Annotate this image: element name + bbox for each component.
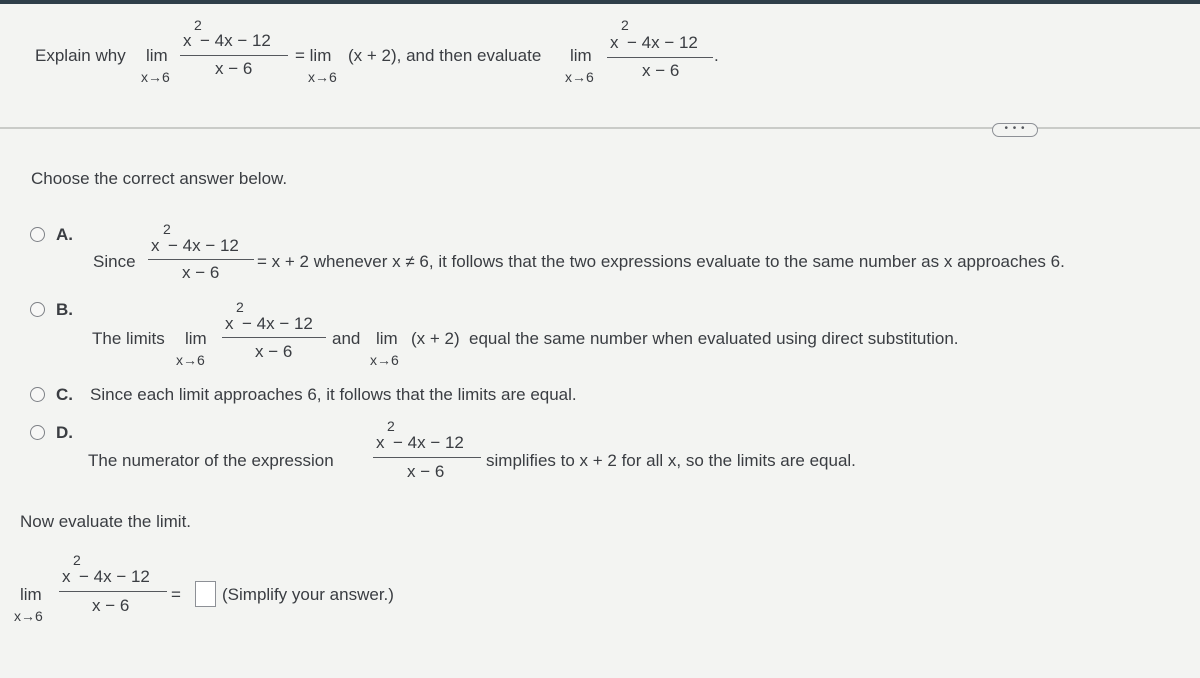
eval-den: x − 6	[92, 596, 130, 615]
option-d-letter: D.	[56, 423, 73, 442]
option-c-text: Since each limit approaches 6, it follows that the limits are equal.	[90, 385, 577, 404]
equals-lim: = lim	[295, 46, 332, 65]
option-a-num: − 4x − 12	[168, 236, 239, 255]
rhs-expr: (x + 2), and then evaluate	[348, 46, 542, 65]
option-b-lim-2: lim	[376, 329, 398, 348]
lim-2-sub: x→6	[308, 69, 337, 85]
option-b-bar	[222, 337, 326, 338]
option-b-sub-2: x→6	[370, 352, 399, 368]
frac-1-bar	[180, 55, 288, 56]
option-b-letter: B.	[56, 300, 73, 319]
option-b-and: and	[332, 329, 361, 348]
frac-2-num: − 4x − 12	[627, 33, 698, 52]
option-d-text: simplifies to x + 2 for all x, so the limits are equal.	[486, 451, 856, 470]
lim-1: lim	[146, 46, 168, 65]
option-b-exp: 2	[236, 299, 244, 315]
lim-1-sub: x→6	[141, 69, 170, 85]
radio-d[interactable]	[30, 425, 45, 440]
question-prefix: Explain why	[35, 46, 126, 65]
frac-2-den: x − 6	[642, 61, 680, 80]
answer-input[interactable]	[195, 581, 216, 607]
option-b-prefix: The limits	[92, 329, 165, 348]
option-b-lim-1: lim	[185, 329, 207, 348]
radio-c[interactable]	[30, 387, 45, 402]
option-d-exp: 2	[387, 418, 395, 434]
option-d-x: x	[376, 433, 385, 452]
option-b-den: x − 6	[255, 342, 293, 361]
option-b-sub-1: x→6	[176, 352, 205, 368]
option-b-text: equal the same number when evaluated using direct substitution.	[469, 329, 959, 348]
option-a-since: Since	[93, 252, 136, 271]
eval-x: x	[62, 567, 71, 586]
option-a-den: x − 6	[182, 263, 220, 282]
frac-1-exp: 2	[194, 17, 202, 33]
instruction: Choose the correct answer below.	[31, 169, 288, 188]
radio-b[interactable]	[30, 302, 45, 317]
option-d-num: − 4x − 12	[393, 433, 464, 452]
frac-2-x: x	[610, 33, 619, 52]
option-c-letter: C.	[56, 385, 73, 404]
option-a-letter: A.	[56, 225, 73, 244]
eval-sub: x→6	[14, 608, 43, 624]
top-bar	[0, 0, 1200, 4]
lim-3: lim	[570, 46, 592, 65]
option-d-bar	[373, 457, 481, 458]
eval-equals: =	[171, 585, 181, 604]
question-period: .	[714, 46, 719, 65]
frac-1-x: x	[183, 31, 192, 50]
evaluate-instruction: Now evaluate the limit.	[20, 512, 192, 531]
option-a-text: = x + 2 whenever x ≠ 6, it follows that the two expressions evaluate to the same number as x approaches 6.	[257, 252, 1065, 271]
frac-2-exp: 2	[621, 17, 629, 33]
frac-1-den: x − 6	[215, 59, 253, 78]
option-a-exp: 2	[163, 221, 171, 237]
eval-bar	[59, 591, 167, 592]
eval-num: − 4x − 12	[79, 567, 150, 586]
option-d-prefix: The numerator of the expression	[88, 451, 334, 470]
simplify-hint: (Simplify your answer.)	[222, 585, 394, 604]
radio-a[interactable]	[30, 227, 45, 242]
option-b-x: x	[225, 314, 234, 333]
option-a-bar	[148, 259, 254, 260]
option-b-expr: (x + 2)	[411, 329, 460, 348]
lim-3-sub: x→6	[565, 69, 594, 85]
option-b-num: − 4x − 12	[242, 314, 313, 333]
frac-2-bar	[607, 57, 713, 58]
more-button[interactable]: • • •	[992, 123, 1038, 137]
option-d-den: x − 6	[407, 462, 445, 481]
eval-lim: lim	[20, 585, 42, 604]
frac-1-num: − 4x − 12	[200, 31, 271, 50]
eval-exp: 2	[73, 552, 81, 568]
option-a-x: x	[151, 236, 160, 255]
